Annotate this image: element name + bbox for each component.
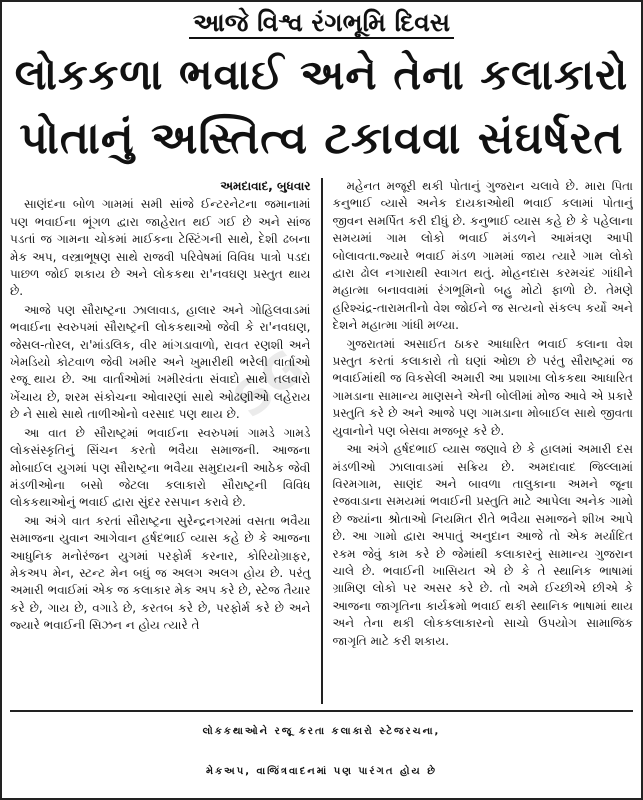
paragraph: આ વાત છે સૌરાષ્ટ્રમાં ભવાઈના સ્વરુપમાં ગામડે ગામડે લોકસંસ્કૃતિનું સિંચન કરતો ભવૈયા સમાજની. આજના મોબાઈલ યુગમાં પણ સૌરાષ્ટ્રના ભવૈયા સમુદાયની આઠેક જેવી મંડળીઓના બસો જેટલા કલાકારો સૌરાષ્ટ્રની વિવિધ લોકકથાઓનું ભવાઈ દ્વારા સુંદર રસપાન કરાવે છે. [10, 425, 311, 510]
article-body [10, 178, 633, 704]
watermark-logo: SG [222, 338, 316, 430]
bottom-headline [10, 710, 633, 792]
paragraph: ગુજરાતમાં અસાઈત ઠાકર આધારિત ભવાઈ કલાના વેશ પ્રસ્તુત કરતાં કલાકારો તો ઘણાં ઓછા છે પરંતુ સૌરાષ્ટ્રમાં જ ભવાઈમાંથી જ વિકસેલી અમારી આ પ્રશાખા લોકકથા આધારિત ગામડાના સામાન્ય માણસને એની બોલીમાં મોજ આવે એ પ્રકારે પ્રસ્તુતિ કરે છે અને આજે પણ ગામડાના મોબાઈલ સાથે જીવતા યુવાનોને પણ બેસવા મજબૂર કરે છે. [332, 336, 633, 438]
kicker-heading: આજે વિશ્વ રંગભૂમિ દિવસ [2, 8, 641, 38]
right-column [333, 178, 634, 704]
headline-line-2: પોતાનું અસ્તિત્વ ટકાવવા સંઘર્ષરત [19, 113, 624, 164]
paragraph: મહેનત મજૂરી થકી પોતાનું ગુજરાન ચલાવે છે. મારા પિતા કનુભાઈ વ્યાસે અનેક દાયકાઓથી ભવાઈ કલામાં પોતાનું જીવન સમર્પિત કરી દીધું છે. કનુભાઈ વ્યાસ કહે છે કે પહેલાના સમયમાં ગામ લોકો ભવાઈ મંડળને આમંત્રણ આપી બોલાવતા.જ્યારે ભવાઈ મંડળ ગામમાં જાય ત્યારે ગામ લોકો દ્વારા ઢોલ નગારાથી સ્વાગત થતું. મોહનદાસ કરમચંદ ગાંધીને મહાત્મા બનાવવામાં રંગભૂમિનો બહુ મોટો ફાળો છે. તેમણે હરિશ્ચંદ્ર-તારામતીનો વેશ જોઈને જ સત્યનો સંકલ્પ કર્યો અને દેશને મહાત્મા ગાંધી મળ્યા. [332, 179, 633, 333]
column-divider [321, 178, 323, 704]
bottom-headline-line-1: લોકકથાઓને રજૂ કરતા કલાકારો સ્ટેજરચના, [202, 726, 441, 737]
left-column [10, 178, 311, 704]
paragraph: આજે પણ સૌરાષ્ટ્રના ઝાલાવાડ, હાલાર અને ગોહિલવાડમાં ભવાઈના સ્વરુપમાં સૌરાષ્ટ્રની લોકકથાઓ જેવી કે રા'નવઘણ, જેસલ-તોરલ, રા'માંડલિક, વીર માંગડાવાળો, રાવત રણશી અને ખેમડિયો કોટવાળ જેવી ખમીર અને ખુમારીથી ભરેલી વાર્તાઓ રજૂ થાય છે. આ વાર્તાઓમાં ખમીરવંતા સંવાદો સાથે તલવારો ખેંચાય છે, શરમ સંકોચના ઓવારણાં સાથે ઓઢણીઓ લહેરાય છે ને સાથે સાથે તાળીઓનો વરસાદ પણ થાય છે. [10, 302, 311, 422]
paragraph: સાણંદના બોળ ગામમાં સમી સાંજે ઈન્ટરનેટના જમાનામાં પણ ભવાઈના ભૂંગળ દ્વારા જાહેરાત થઈ ગઈ છે અને સાંજ પડતાં જ ગામના ચોકમાં માઈકના ટેસ્ટિંગની સાથે, દેશી ઢબના મેક અપ, વસ્ત્રાભૂષણ સાથે રાજવી પરિવેષમાં વિવિધ પાત્રો પડદા પાછળ જોઈ શકાય છે અને લોકકથા રા'નવઘણ પ્રસ્તુત થાય છે. [10, 197, 311, 299]
dateline: અમદાવાદ, બુધવાર [220, 179, 311, 193]
bottom-headline-line-2: મેકઅપ, વાજિંત્રવાદનમાં પણ પારંગત હોય છે [206, 766, 437, 777]
paragraph: આ અંગે હર્ષદભાઈ વ્યાસ જણાવે છે કે હાલમાં અમારી દસ મંડળીઓ ઝાલાવાડમાં સક્રિય છે. અમદાવાદ જિલ્લામાં વિરમગામ, સાણંદ અને બાવળા તાલુકાના અમને જૂના રજવાડાના સમયમાં ભવાઈની પ્રસ્તુતિ માટે આપેલા અનેક ગામો છે જ્યાંના શ્રોતાઓ નિયમિત રીતે ભવૈયા સમાજને શીખ આપે છે. આ ગામો દ્વારા અપાતું અનુદાન આજે તો એક મર્યાદિત રકમ જેવું કામ કરે છે જેમાંથી કલાકારનું સામાન્ય ગુજરાન ચાલે છે. ભવાઈની ખાસિયત એ છે કે તે સ્થાનિક ભાષામાં ગ્રામિણ લોકો પર અસર કરે છે. તો અમે ઈચ્છીએ છીએ કે આજના જાગૃતિના કાર્યક્રમો ભવાઈ થકી સ્થાનિક ભાષામાં થાય અને તેના થકી લોકકલાકારનો સાચો ઉપયોગ સામાજિક જાગૃતિ માટે કરી શકાય. [332, 442, 633, 648]
headline-line-1: લોકકળા ભવાઈ અને તેના કલાકારો [14, 50, 629, 99]
paragraph: આ અંગે વાત કરતાં સૌરાષ્ટ્રના સુરેન્દ્રનગરમાં વસતા ભવૈયા સમાજના યુવાન આગેવાન હર્ષદભાઈ વ્યાસ કહે છે કે આજના આધુનિક મનોરંજન યુગમાં પરફોર્મ કરનાર, કોરિયોગ્રાફર, મેકઅપ મેન, સ્ટન્ટ મેન બધું જ અલગ અલગ હોય છે. પરંતુ અમારી ભવાઈમાં એક જ કલાકાર મેક અપ કરે છે, સ્ટેજ તૈયાર કરે છે, ગાય છે, વગાડે છે, કરતબ કરે છે, પરફોર્મ કરે છે અને જ્યારે ભવાઈની સિઝન ન હોય ત્યારે તે [10, 513, 311, 633]
